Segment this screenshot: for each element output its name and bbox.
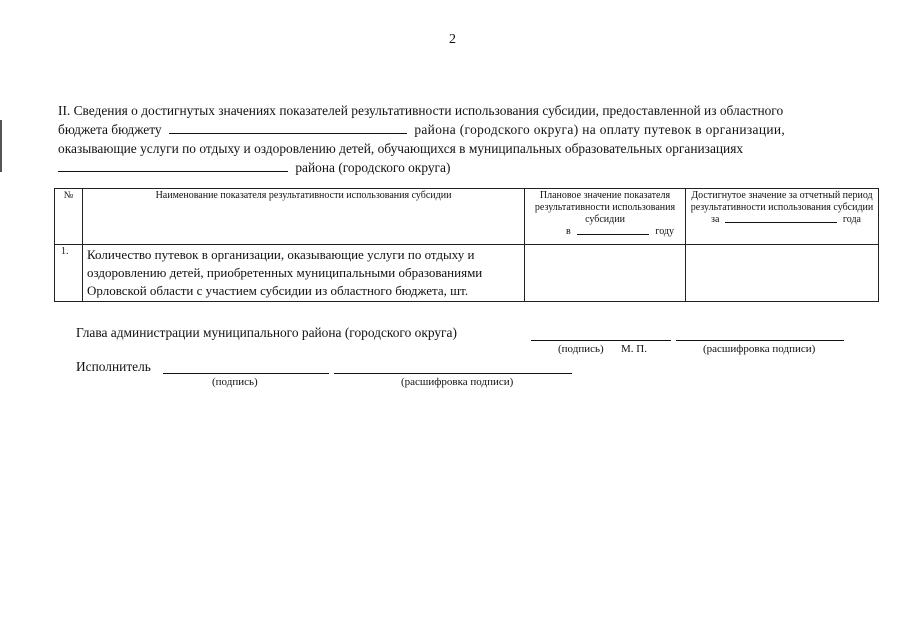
executor-signature-caption: (подпись) [212, 376, 258, 388]
header-planned-year [528, 226, 682, 238]
header-achieved-period [689, 214, 875, 226]
header-indicator-name: Наименование показателя результативности использования субсидии [83, 189, 525, 245]
executor-decode-line[interactable] [334, 373, 572, 374]
heading-line-3: оказывающие услуги по отдыху и оздоровлению детей, обучающихся в муниципальных образовательных организациях [58, 141, 744, 156]
district-name-blank[interactable] [58, 159, 288, 172]
table-row [55, 245, 879, 302]
achieved-period-blank[interactable] [725, 214, 837, 223]
executor-decode-caption: (расшифровка подписи) [401, 376, 514, 388]
header-number: № [55, 189, 83, 245]
head-signature-line[interactable] [531, 340, 671, 341]
row-planned-value[interactable] [525, 245, 686, 302]
executor-signature-line[interactable] [163, 373, 329, 374]
header-achieved-text: Достигнутое значение за отчетный период результативности использования субсидии [690, 190, 874, 213]
page-number: 2 [449, 32, 456, 47]
head-signature-caption: (подпись) [558, 343, 604, 355]
heading-line-1: II. Сведения о достигнутых значениях показателей результативности использования субсидии, предоставленной из областного [58, 103, 784, 118]
heading-line-2-end: района (городского округа) на оплату путевок в организации, [414, 122, 786, 137]
header-achieved-for: за [711, 214, 720, 225]
heading-line-2-start: бюджета бюджету [58, 122, 162, 137]
head-title: Глава администрации муниципального района (городского округа) [76, 325, 457, 340]
head-decode-line[interactable] [676, 340, 844, 341]
scan-edge-mark [0, 120, 2, 172]
row-indicator-name: Количество путевок в организации, оказывающие услуги по отдыху и оздоровлению детей, приобретенных муниципальными образованиями Орловской области с участием субсидии из областного бюджета, шт. [83, 245, 525, 302]
heading-line-4-end: района (городского округа) [295, 160, 451, 175]
header-planned-text: Плановое значение показателя результативности использования субсидии [534, 190, 676, 225]
head-decode-caption: (расшифровка подписи) [703, 343, 816, 355]
executor-label: Исполнитель [76, 359, 151, 374]
header-planned-in: в [566, 226, 571, 237]
header-planned-value [525, 189, 686, 245]
budget-name-blank[interactable] [169, 121, 407, 134]
header-achieved-value [686, 189, 879, 245]
heading-line-4 [58, 158, 848, 177]
row-number: 1. [55, 245, 83, 302]
heading-line-2 [58, 120, 848, 139]
section-heading [58, 101, 848, 177]
header-planned-year-word: году [655, 226, 674, 237]
header-achieved-year-word: года [842, 214, 861, 225]
indicators-table [54, 188, 879, 302]
table-header-row [55, 189, 879, 245]
planned-year-blank[interactable] [577, 226, 650, 235]
row-achieved-value[interactable] [686, 245, 879, 302]
stamp-label: М. П. [621, 343, 647, 355]
